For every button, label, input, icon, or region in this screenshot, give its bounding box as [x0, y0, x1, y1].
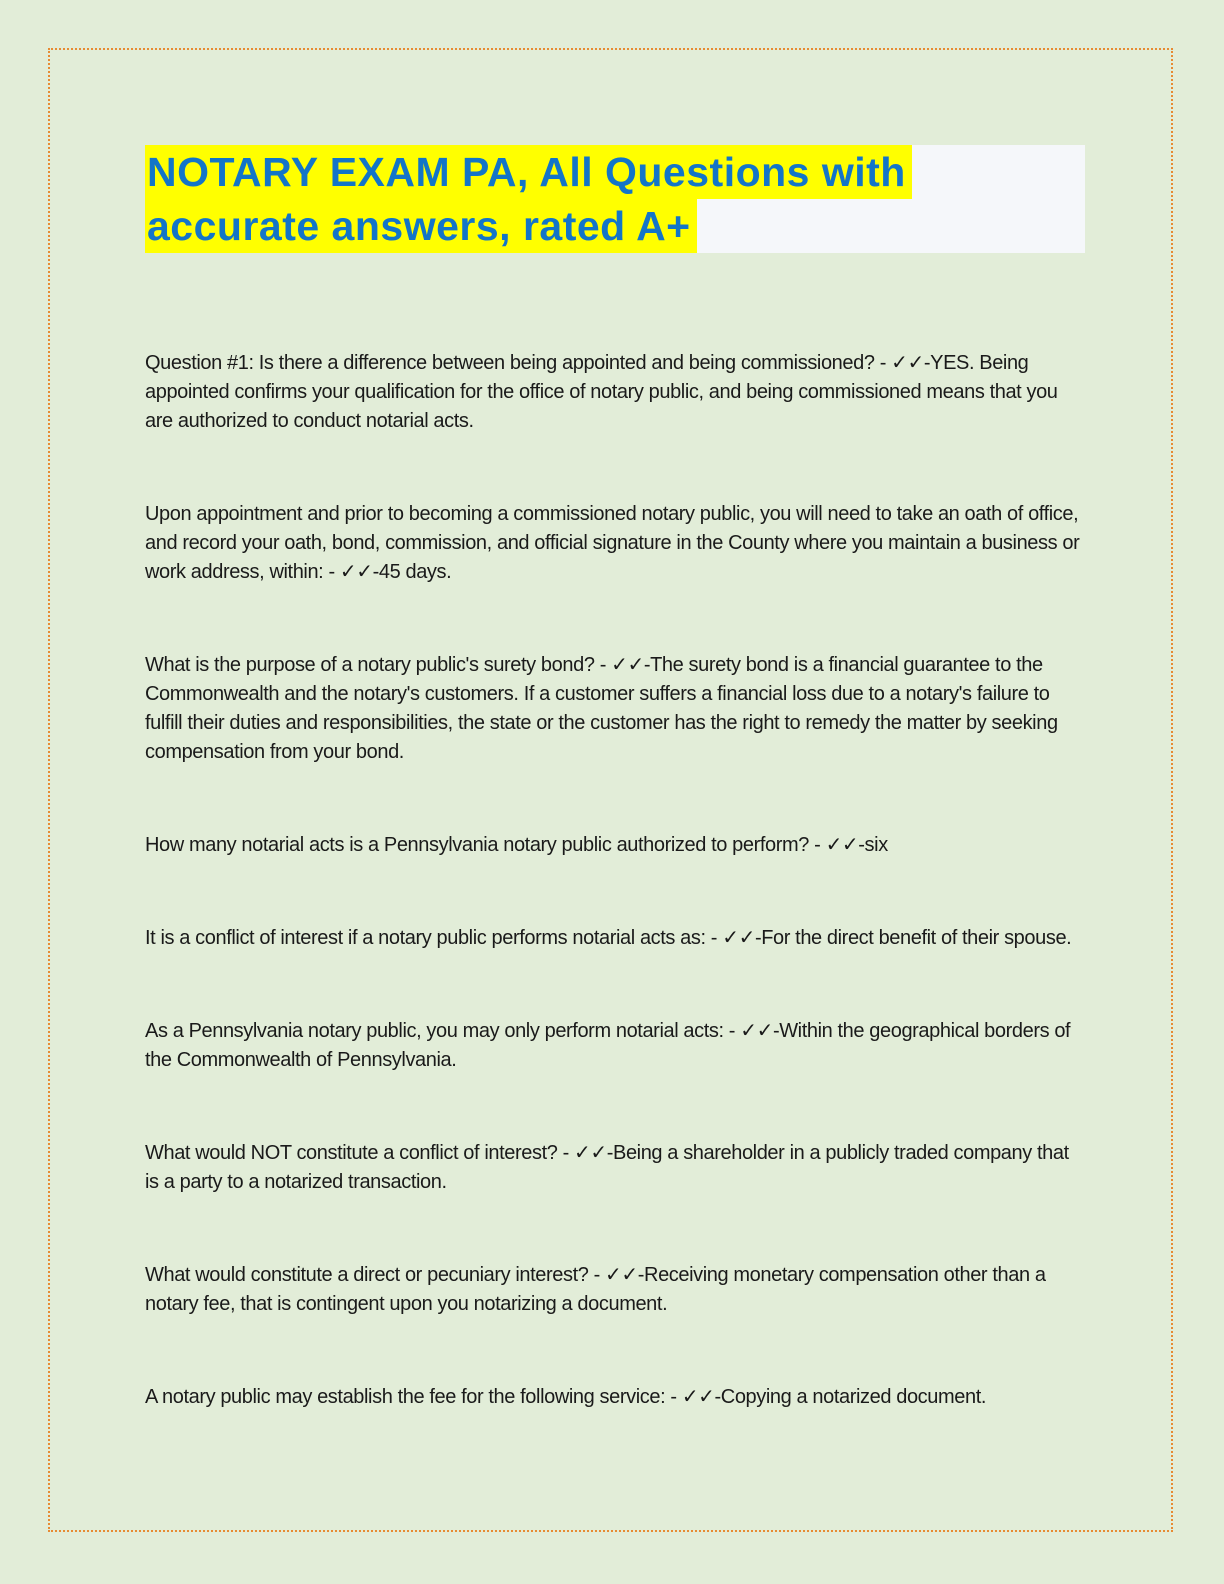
- page-title-line-2: accurate answers, rated A+: [145, 199, 697, 253]
- qa-paragraph-5: It is a conflict of interest if a notary public performs notarial acts as: - ✓✓-For the direct benefit of their spouse.: [145, 927, 1072, 949]
- qa-paragraph-4: How many notarial acts is a Pennsylvania notary public authorized to perform? - ✓✓-six: [145, 834, 888, 856]
- qa-paragraph-9: A notary public may establish the fee for the following service: - ✓✓-Copying a notarized document.: [145, 1386, 987, 1408]
- title-highlight-panel: [145, 145, 1085, 253]
- qa-paragraph-3: What is the purpose of a notary public's surety bond? - ✓✓-The surety bond is a financial guarantee to the Commonwealth and the notary's customers. If a customer suffers a financial loss due to a notary's failure to fulfill their duties and responsibilities, the state or the customer has the right to remedy the matter by seeking compensation from your bond.: [145, 654, 1058, 763]
- qa-list: [145, 349, 1085, 1412]
- page-content: [145, 145, 1085, 1476]
- qa-paragraph-8: What would constitute a direct or pecuniary interest? - ✓✓-Receiving monetary compensation other than a notary fee, that is contingent upon you notarizing a document.: [145, 1264, 1046, 1315]
- qa-paragraph-2: Upon appointment and prior to becoming a commissioned notary public, you will need to take an oath of office, and record your oath, bond, commission, and official signature in the County where you maintain a business or work address, within: - ✓✓-45 days.: [145, 503, 1080, 583]
- page-title-line-1: NOTARY EXAM PA, All Questions with: [145, 145, 912, 199]
- page-border: [48, 48, 1173, 1532]
- qa-paragraph-1: Question #1: Is there a difference between being appointed and being commissioned? - ✓✓-YES. Being appointed confirms your qualification for the office of notary public, and being commissioned means that you are authorized to conduct notarial acts.: [145, 352, 1058, 432]
- qa-paragraph-7: What would NOT constitute a conflict of interest? - ✓✓-Being a shareholder in a publicly traded company that is a party to a notarized transaction.: [145, 1142, 1069, 1193]
- page-title: [145, 145, 1085, 253]
- qa-paragraph-6: As a Pennsylvania notary public, you may only perform notarial acts: - ✓✓-Within the geographical borders of the Commonwealth of Pennsylvania.: [145, 1020, 1071, 1071]
